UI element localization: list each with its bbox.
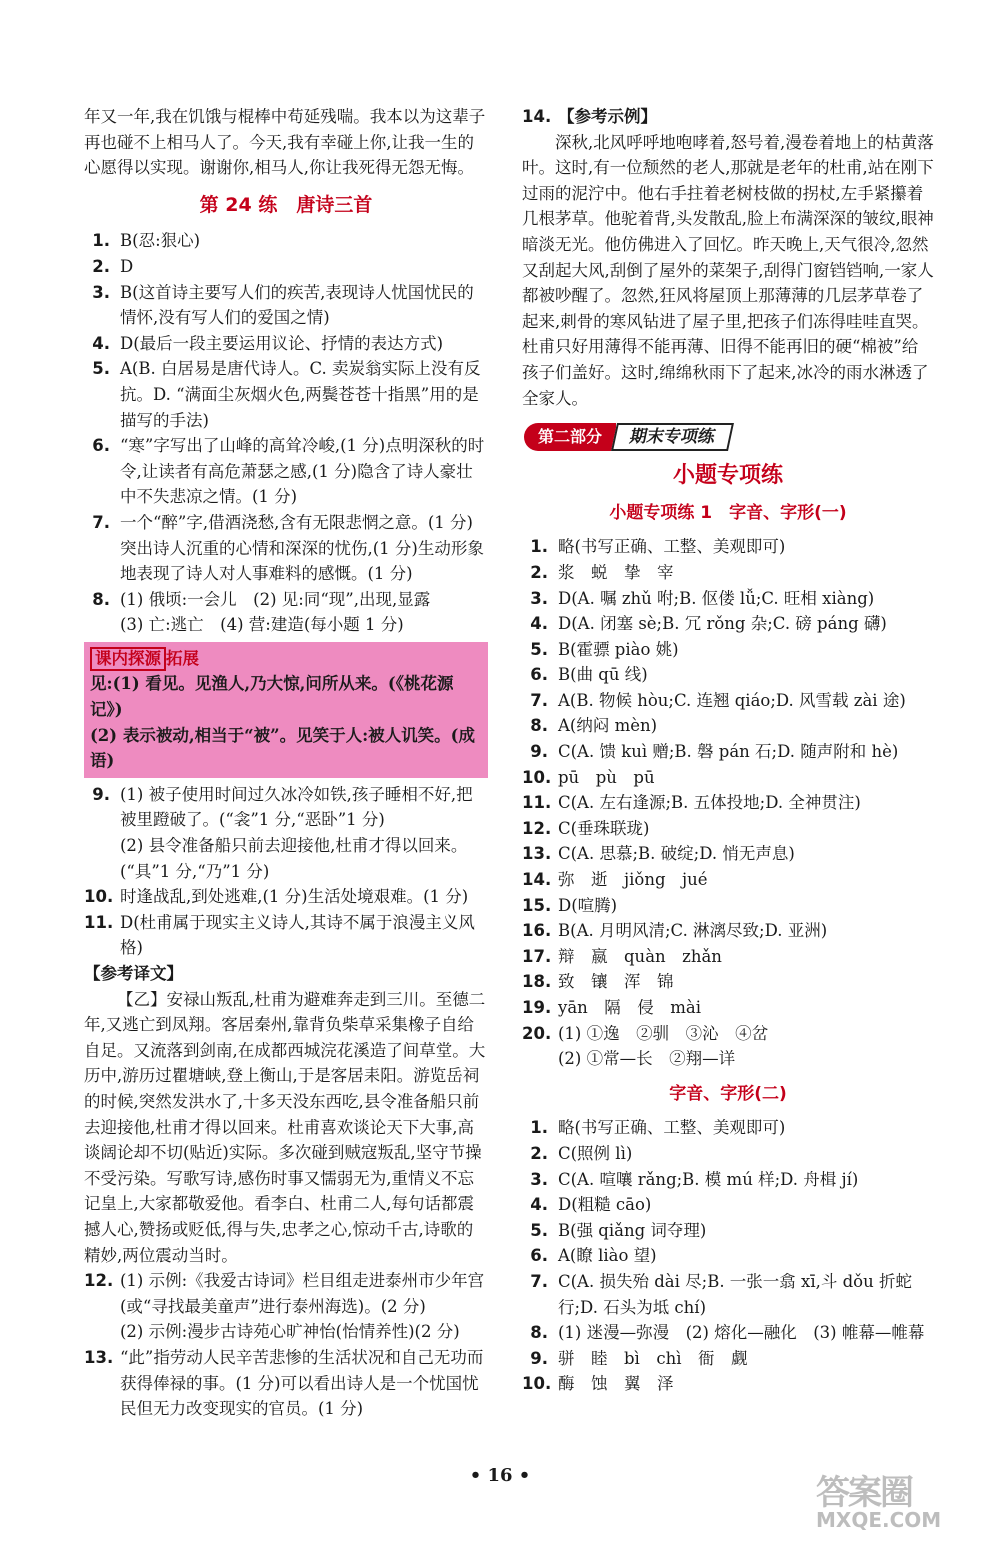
answer-item: 13. “此”指劳动人民辛苦悲惨的生活状况和自己无功而获得俸禄的事。(1 分)可以看出诗人是一个忧国忧民但无力改变现实的官员。(1 分) xyxy=(84,1347,484,1419)
answer-text: D(A. 嘱 zhǔ 咐;B. 伛偻 lǚ;C. 旺相 xiàng) xyxy=(558,588,875,608)
answer-text: D(粗糙 cāo) xyxy=(558,1195,652,1215)
page-number: • 16 • xyxy=(469,1465,531,1486)
answer-text: 致 镶 浑 锦 xyxy=(558,972,674,992)
answer-item xyxy=(522,790,934,816)
answer-text: C(垂珠联珑) xyxy=(558,818,650,838)
answer-text: 酶 蚀 翼 泽 xyxy=(558,1374,674,1394)
answer-item xyxy=(522,1371,934,1397)
tanyuan-line: 见:(1) 看见。见渔人,乃大惊,问所从来。(《桃花源记》) xyxy=(90,674,454,720)
answer-item xyxy=(522,534,934,560)
answer-item xyxy=(522,1167,934,1193)
answer-text: A(纳闷 mèn) xyxy=(558,716,658,736)
answer-item: 11. D(杜甫属于现实主义诗人,其诗不属于浪漫主义风格) xyxy=(84,912,475,958)
tanyuan-box xyxy=(84,642,488,778)
answer-number: 7. xyxy=(530,1271,548,1291)
answer-item: 10. 时逢战乱,到处逃难,(1 分)生活处境艰难。(1 分) xyxy=(84,887,469,907)
answer-item xyxy=(522,1192,934,1218)
answer-number: 16. xyxy=(522,921,552,941)
answer-number: 6. xyxy=(530,665,548,685)
answer-number: 9. xyxy=(530,742,548,762)
q14-sample-text: 深秋,北风呼呼地咆哮着,怒号着,漫卷着地上的枯黄落叶。这时,有一位颓然的老人,那就是老年的杜甫,站在刚下过雨的泥泞中。他右手拄着老树枝做的拐杖,左手紧攥着几根茅草。他驼着背,头发散乱,脸上布满深深的皱纹,眼神暗淡无光。他仿佛进入了回忆。昨天晚上,天气很冷,忽然又刮起大风,刮倒了屋外的菜架子,刮得门窗铛铛响,一家人都被吵醒了。忽然,狂风将屋顶上那薄薄的几层茅草卷了起来,刺骨的寒风钻进了屋子里,把孩子们冻得哇哇直哭。杜甫只好用薄得不能再薄、旧得不能再旧的硬“棉被”给孩子们盖好。这时,绵绵秋雨下了起来,冰冷的雨水淋透了全家人。 xyxy=(522,132,934,408)
answer-item: 1. B(忍:狠心) xyxy=(92,231,201,251)
answer-number: 4. xyxy=(530,614,548,634)
answer-item xyxy=(522,1115,934,1141)
answer-item xyxy=(522,841,934,867)
answer-text: 略(书写正确、工整、美观即可) xyxy=(558,1118,786,1138)
answer-item: 6. “寒”字写出了山峰的高耸冷峻,(1 分)点明深秋的时令,让读者有高危萧瑟之感,(1 分)隐含了诗人豪壮中不失悲凉之情。(1 分) xyxy=(92,436,485,507)
answer-text: (1) ①逸 ②驯 ③沁 ④岔 xyxy=(558,1023,769,1043)
answer-number: 19. xyxy=(522,998,552,1017)
answer-number: 5. xyxy=(530,639,548,659)
answer-number: 11. xyxy=(522,793,552,813)
answer-text: D(喧腾) xyxy=(558,895,618,915)
answer-number: 12. xyxy=(522,818,552,838)
answer-item xyxy=(522,765,934,791)
answer-item xyxy=(522,586,934,612)
answer-text: yān 隔 侵 mài xyxy=(558,998,702,1017)
answer-text: B(强 qiǎng 词夺理) xyxy=(558,1220,707,1240)
answer-text: D(A. 闭塞 sè;B. 冗 rǒng 杂;C. 磅 páng 礴) xyxy=(558,614,887,634)
reference-translation-title: 【参考译文】 xyxy=(84,964,183,983)
answer-item xyxy=(522,1021,934,1047)
answer-number: 7. xyxy=(530,690,548,710)
banner-part-label: 第二部分 xyxy=(524,423,616,451)
answer-number: 5. xyxy=(530,1220,548,1240)
answer-text: C(照例 lì) xyxy=(558,1143,633,1163)
answer-number: 1. xyxy=(530,1118,548,1138)
reference-translation-text: 【乙】安禄山叛乱,杜甫为避难奔走到三川。至德二年,又逃亡到凤翔。客居秦州,靠背负柴草采集橡子自给自足。又流落到剑南,在成都西城浣花溪造了间草堂。大历中,游历过瞿塘峡,登上衡山,于是客居耒阳。游览岳祠的时候,突然发洪水了,十多天没东西吃,县令准备船只前去迎接他,杜甫才得以回来。杜甫喜欢谈论天下大事,高谈阔论却不切(贴近)实际。多次碰到贼寇叛乱,坚守节操不受污染。写歌写诗,感伤时事又懦弱无为,重情义不忘记皇上,大家都敬爱他。看李白、杜甫二人,每句话都震撼人心,赞扬或贬低,得与失,忠孝之心,惊动千古,诗歌的精妙,两位震动当时。 xyxy=(84,989,486,1265)
answer-number: 2. xyxy=(530,562,548,582)
answer-text: 辩 嬴 quàn zhǎn xyxy=(558,946,722,966)
answer-text: A(B. 物候 hòu;C. 连翘 qiáo;D. 风雪载 zài 途) xyxy=(558,690,906,710)
tanyuan-line: (2) 表示被动,相当于“被”。见笑于人:被人讥笑。(成语) xyxy=(90,725,475,771)
answer-item xyxy=(522,1269,934,1320)
answer-text: 骈 睦 bì chì 衙 觑 xyxy=(558,1348,748,1368)
answer-item xyxy=(522,893,934,919)
answer-number: 10. xyxy=(522,767,552,787)
answer-number: 3. xyxy=(530,1169,548,1189)
tanyuan-tag: 课内探源 xyxy=(90,647,166,671)
answer-text: C(A. 喧嚷 rǎng;B. 模 mú 样;D. 舟楫 jí) xyxy=(558,1169,859,1189)
answer-item xyxy=(522,1218,934,1244)
answer-item: 12. (1) 示例:《我爱古诗词》栏目组走进泰州市少年宫(或“寻找最美童声”进行泰州海选)。(2 分) (2) 示例:漫步古诗苑心旷神怡(怡情养性)(2 分) xyxy=(84,1271,485,1342)
answer-item xyxy=(522,867,934,893)
answer-number: 1. xyxy=(530,537,548,557)
answer-item: 3. B(这首诗主要写人们的疾苦,表现诗人忧国忧民的情怀,没有写人们的爱国之情) xyxy=(92,282,474,328)
answer-text: C(A. 左右逢源;B. 五体投地;D. 全神贯注) xyxy=(558,793,861,813)
answer-text: 略(书写正确、工整、美观即可) xyxy=(558,537,786,557)
watermark-logo-text: 答案圈 xyxy=(816,1473,912,1513)
banner-title: 期末专项练 xyxy=(611,423,734,451)
left-column xyxy=(84,104,488,1422)
watermark-url: MXQE.COM xyxy=(816,1508,942,1532)
answer-item xyxy=(522,688,934,714)
subsection-title: 小题专项练 1 字音、字形(一) xyxy=(609,502,847,523)
answer-item xyxy=(522,995,934,1021)
answer-text: B(霍骠 piào 姚) xyxy=(558,639,679,659)
answer-item: 7. 一个“醉”字,借酒浇愁,含有无限悲惘之意。(1 分)突出诗人沉重的心情和深深的忧伤,(1 分)生动形象地表现了诗人对人事难料的感慨。(1 分) xyxy=(92,512,484,584)
answer-number: 14. xyxy=(522,870,552,890)
answer-number: 9. xyxy=(530,1348,548,1368)
answer-item xyxy=(522,816,934,842)
tanyuan-tag-suffix: 拓展 xyxy=(166,648,199,668)
answer-text: 浆 蜕 挚 宰 xyxy=(558,562,674,582)
answer-item xyxy=(522,1320,934,1346)
answer-number: 20. xyxy=(522,1023,552,1043)
answer-item: 14. 【参考示例】 xyxy=(522,107,657,126)
answer-item xyxy=(522,944,934,970)
answer-text: (1) 迷漫—弥漫 (2) 熔化—融化 (3) 帷幕—帷幕 xyxy=(558,1323,925,1343)
answer-text: C(A. 损失殆 dài 尽;B. 一张一翕 xī,斗 dǒu 折蛇行;D. 石头为坻 chí) xyxy=(558,1271,912,1317)
right-column xyxy=(522,104,934,1397)
answer-text: B(曲 qū 线) xyxy=(558,665,648,685)
part-banner xyxy=(524,421,934,453)
answer-item xyxy=(522,662,934,688)
answer-number: 3. xyxy=(530,588,548,608)
answer-item: 4. D(最后一段主要运用议论、抒情的表达方式) xyxy=(92,333,444,353)
answer-text: A(瞭 liào 望) xyxy=(558,1246,657,1266)
watermark xyxy=(816,1465,978,1531)
answer-number: 4. xyxy=(530,1195,548,1215)
answer-number: 10. xyxy=(522,1374,552,1394)
answer-number: 8. xyxy=(530,716,548,736)
answer-item: 9. (1) 被子使用时间过久冰冷如铁,孩子睡相不好,把被里蹬破了。(“衾”1 分,“恶卧”1 分) (2) 县令准备船只前去迎接他,杜甫才得以回来。(“具”1 分,“乃”1 分) xyxy=(92,784,473,881)
answer-number: 8. xyxy=(530,1323,548,1343)
answer-item-continuation: (2) ①常—长 ②翔—详 xyxy=(558,1049,736,1069)
answer-item: 2. D xyxy=(92,256,134,276)
answer-item: 8. (1) 俄顷:一会儿 (2) 见:同“现”,出现,显露 (3) 亡:逃亡 (4) 营:建造(每小题 1 分) xyxy=(92,589,431,635)
answer-item xyxy=(522,739,934,765)
answer-item xyxy=(522,713,934,739)
answer-text: C(A. 思慕;B. 破绽;D. 悄无声息) xyxy=(558,844,795,864)
answer-item xyxy=(522,1141,934,1167)
answer-number: 6. xyxy=(530,1246,548,1266)
answer-item: 5. A(B. 白居易是唐代诗人。C. 卖炭翁实际上没有反抗。D. “满面尘灰烟火色,两鬓苍苍十指黑”用的是描写的手法) xyxy=(92,359,481,430)
answer-number: 15. xyxy=(522,895,552,915)
answer-item xyxy=(522,560,934,586)
answer-item xyxy=(522,611,934,637)
answer-number: 17. xyxy=(522,946,552,966)
section-title: 第 24 练 唐诗三首 xyxy=(199,193,373,216)
answer-item xyxy=(522,918,934,944)
answer-item xyxy=(522,1346,934,1372)
answer-item xyxy=(522,969,934,995)
intro-paragraph: 年又一年,我在饥饿与棍棒中苟延残喘。我本以为这辈子再也碰不上相马人了。今天,我有幸碰上你,让我一生的心愿得以实现。谢谢你,相马人,你让我死得无怨无悔。 xyxy=(84,107,486,178)
answer-number: 18. xyxy=(522,972,552,992)
answer-item xyxy=(522,1243,934,1269)
answer-text: B(A. 月明风清;C. 淋漓尽致;D. 亚洲) xyxy=(558,921,828,941)
answer-list-2 xyxy=(522,1115,934,1397)
answer-text: 弥 逝 jiǒng jué xyxy=(558,870,708,890)
subsection-title: 字音、字形(二) xyxy=(669,1083,787,1104)
answer-number: 13. xyxy=(522,844,552,864)
answer-number: 2. xyxy=(530,1143,548,1163)
big-title: 小题专项练 xyxy=(672,463,783,489)
answer-text: C(A. 馈 kuì 赠;B. 磐 pán 石;D. 随声附和 hè) xyxy=(558,742,899,762)
answer-list-1 xyxy=(522,534,934,1046)
answer-item xyxy=(522,637,934,663)
answer-text: pū pù pū xyxy=(558,767,655,787)
